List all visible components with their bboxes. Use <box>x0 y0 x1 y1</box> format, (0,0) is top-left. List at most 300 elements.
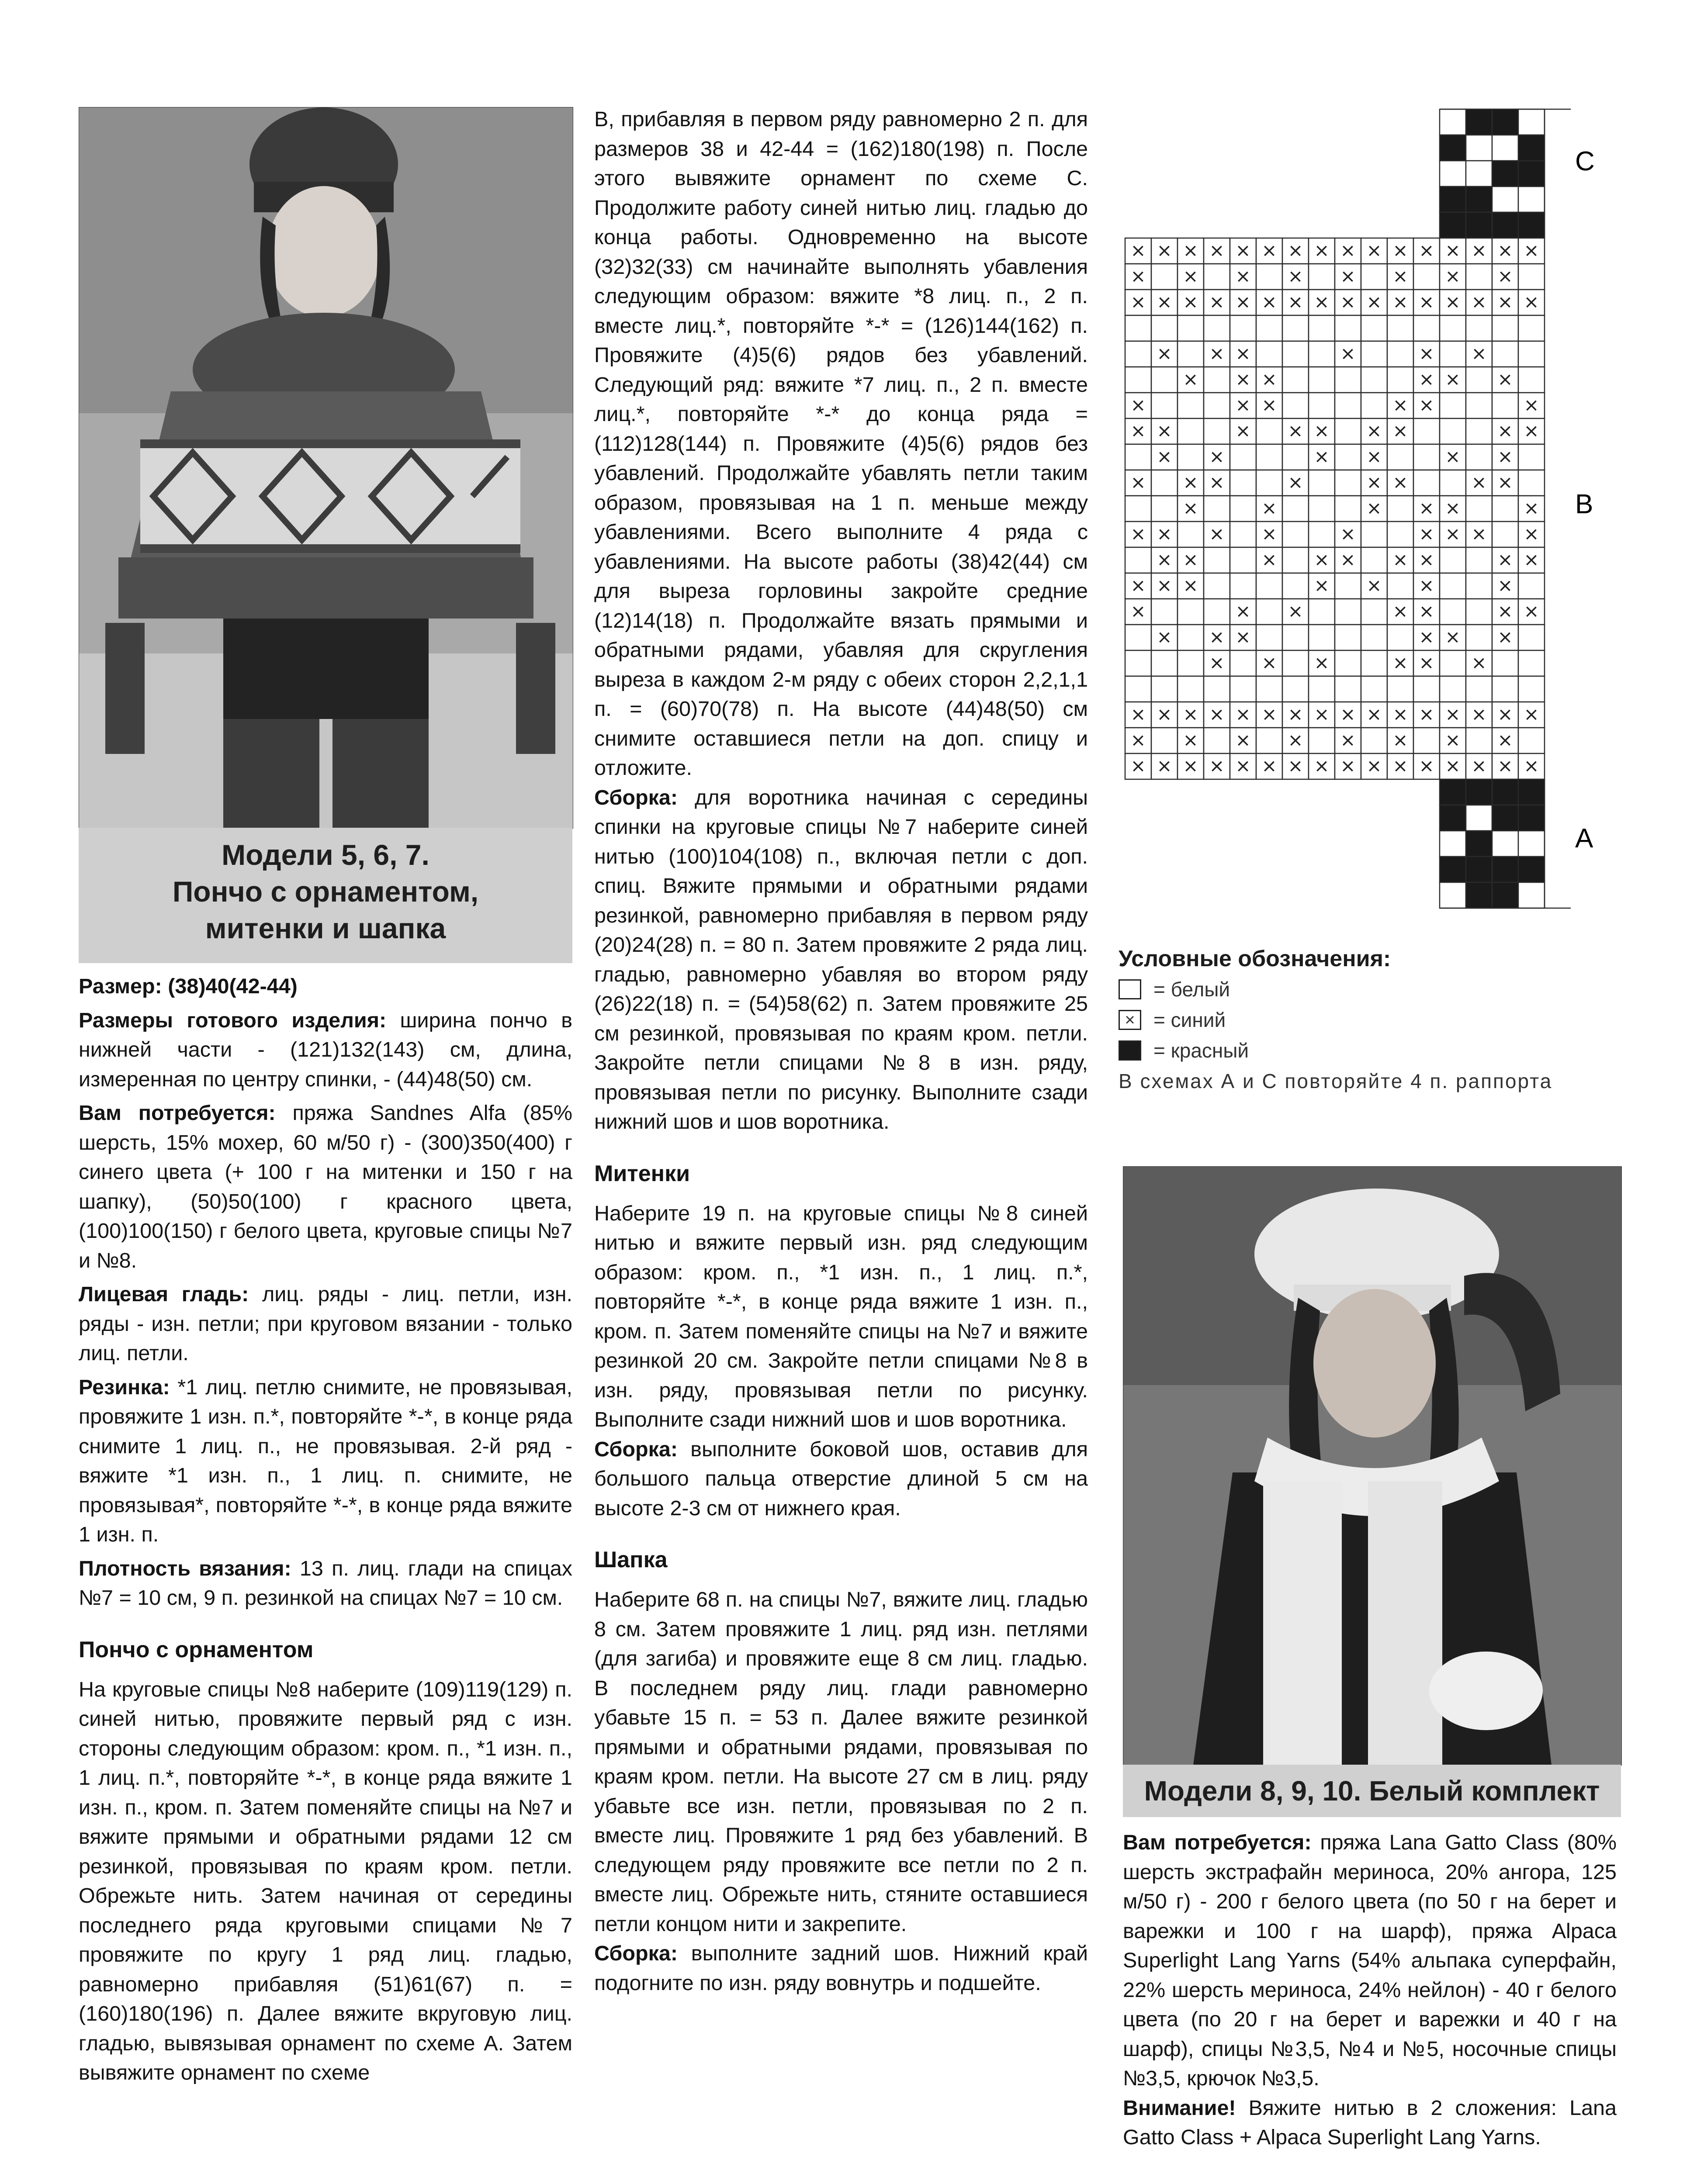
chart-cross-mark: × <box>1157 755 1172 777</box>
chart-cross-mark: × <box>1471 291 1487 313</box>
filled-swatch-icon <box>1119 1040 1141 1061</box>
chart-cell-red <box>1466 882 1492 908</box>
chart-cell-white <box>1230 444 1256 470</box>
chart-cross-mark: × <box>1392 265 1408 287</box>
chart-cross-mark: × <box>1130 291 1146 313</box>
materials-text: пряжа Lana Gatto Class (80% шерсть экстрафайн мериноса, 20% ангора, 125 м/50 г) - 200 г белого цвета (по 50 г на берет и варежки и 100 г на шарф), пряжа Alpaca Superlight Lang Yarns (54% альпака суперфайн, 22% шерсть мериноса, 24% нейлон) - 40 г белого цвета (по 20 г на берет и варежки и 40 г на шарф), спицы №3,5, №4 и №5, носочные спицы №3,5, крючок №3,5. <box>1123 1831 1617 2090</box>
chart-cell-white <box>1309 341 1335 367</box>
chart-cross-mark: × <box>1261 368 1277 390</box>
chart-cross-mark: × <box>1157 626 1172 648</box>
chart-cross-mark: × <box>1130 394 1146 416</box>
chart-cell-white <box>1178 341 1204 367</box>
chart-cell-white <box>1492 522 1518 547</box>
chart-cell-white <box>1309 522 1335 547</box>
chart-cross-mark: × <box>1235 626 1251 648</box>
poncho-photo-illustration <box>79 107 573 828</box>
chart-cross-mark: × <box>1157 549 1172 570</box>
chart-cell-white <box>1361 547 1387 573</box>
chart-cross-mark: × <box>1419 703 1434 725</box>
chart-cell-white <box>1309 625 1335 650</box>
chart-cross-mark: × <box>1392 729 1408 751</box>
mitts-assembly-label: Сборка: <box>594 1437 678 1461</box>
chart-cross-mark: × <box>1314 574 1330 596</box>
chart-cross-mark: × <box>1419 549 1434 570</box>
chart-cross-mark: × <box>1445 729 1461 751</box>
chart-cross-mark: × <box>1392 394 1408 416</box>
chart-cell-white <box>1204 418 1230 444</box>
chart-cell-white <box>1282 315 1309 341</box>
chart-cell-white <box>1125 341 1151 367</box>
chart-cell-white <box>1204 367 1230 393</box>
legend-white <box>1119 974 1634 1005</box>
chart-cross-mark: × <box>1419 239 1434 261</box>
chart-cell-white <box>1230 522 1256 547</box>
rib-paragraph <box>79 1373 572 1550</box>
chart-cell-white <box>1466 418 1492 444</box>
chart-cross-mark: × <box>1261 523 1277 545</box>
chart-cell-white <box>1282 625 1309 650</box>
chart-cell-red <box>1518 805 1545 831</box>
assembly-paragraph <box>594 783 1088 1137</box>
chart-cell-white <box>1492 315 1518 341</box>
chart-cell-white <box>1178 315 1204 341</box>
chart-cross-mark: × <box>1183 729 1198 751</box>
chart-cell-white <box>1361 625 1387 650</box>
chart-cell-red <box>1440 779 1466 805</box>
chart-cell-red <box>1492 805 1518 831</box>
chart-cell-white <box>1413 728 1440 753</box>
chart-cross-mark: × <box>1261 703 1277 725</box>
chart-cell-white <box>1466 676 1492 702</box>
chart-cell-white <box>1335 573 1361 599</box>
chart-cross-mark: × <box>1419 394 1434 416</box>
column-2 <box>594 105 1088 1998</box>
chart-cross-mark: × <box>1524 549 1539 570</box>
materials-label: Вам потребуется: <box>1123 1831 1312 1854</box>
chart-cross-mark: × <box>1524 394 1539 416</box>
chart-cell-white <box>1466 625 1492 650</box>
chart-cross-mark: × <box>1157 446 1172 467</box>
chart-cross-mark: × <box>1157 523 1172 545</box>
chart-cross-mark: × <box>1340 291 1356 313</box>
chart-cell-white <box>1466 805 1492 831</box>
chart-cross-mark: × <box>1209 703 1225 725</box>
chart-cell-white <box>1440 650 1466 676</box>
chart-cell-white <box>1387 341 1413 367</box>
chart-cross-mark: × <box>1445 368 1461 390</box>
chart-cross-mark: × <box>1445 523 1461 545</box>
chart-label-b: B <box>1575 489 1593 519</box>
chart-cell-red <box>1466 212 1492 238</box>
chart-cell-white <box>1361 599 1387 625</box>
chart-cell-white <box>1125 650 1151 676</box>
chart-cell-white <box>1440 109 1466 135</box>
chart-cell-white <box>1387 522 1413 547</box>
white-set-photo-illustration <box>1123 1167 1621 1765</box>
chart-cross-mark: × <box>1314 703 1330 725</box>
chart-cross-mark: × <box>1445 703 1461 725</box>
chart-cross-mark: × <box>1340 755 1356 777</box>
chart-cell-white <box>1440 547 1466 573</box>
stockinette-paragraph <box>79 1280 572 1368</box>
chart-cell-white <box>1492 676 1518 702</box>
chart-cross-mark: × <box>1288 703 1303 725</box>
chart-cell-white <box>1256 444 1282 470</box>
chart-cross-mark: × <box>1497 626 1513 648</box>
chart-cross-mark: × <box>1261 549 1277 570</box>
legend-white-label: = белый <box>1153 978 1230 1001</box>
chart-cell-white <box>1256 599 1282 625</box>
chart-cell-white <box>1518 315 1545 341</box>
chart-cell-white <box>1361 341 1387 367</box>
chart-cell-white <box>1230 650 1256 676</box>
chart-cell-white <box>1178 522 1204 547</box>
chart-cross-mark: × <box>1288 291 1303 313</box>
chart-cross-mark: × <box>1419 497 1434 519</box>
chart-cell-white <box>1282 393 1309 418</box>
chart-cell-white <box>1309 470 1335 496</box>
chart-cross-mark: × <box>1130 523 1146 545</box>
chart-cell-white <box>1361 650 1387 676</box>
chart-cell-white <box>1518 367 1545 393</box>
chart-cell-white <box>1282 341 1309 367</box>
chart-cross-mark: × <box>1340 549 1356 570</box>
chart-cell-white <box>1387 625 1413 650</box>
chart-cross-mark: × <box>1288 239 1303 261</box>
chart-cell-white <box>1282 650 1309 676</box>
chart-cross-mark: × <box>1497 755 1513 777</box>
chart-cell-white <box>1335 315 1361 341</box>
chart-cell-white <box>1440 831 1466 857</box>
legend-title: Условные обозначения: <box>1119 946 1391 971</box>
chart-cell-white <box>1413 315 1440 341</box>
chart-cell-white <box>1335 393 1361 418</box>
chart-cell-white <box>1335 367 1361 393</box>
chart-cell-white <box>1518 676 1545 702</box>
chart-cell-white <box>1387 315 1413 341</box>
chart-cell-white <box>1518 573 1545 599</box>
chart-cross-mark: × <box>1288 600 1303 622</box>
chart-cell-white <box>1309 728 1335 753</box>
chart-cross-mark: × <box>1340 265 1356 287</box>
chart-cell-white <box>1151 393 1178 418</box>
stockinette-label: Лицевая гладь: <box>79 1282 249 1306</box>
chart-cell-white <box>1440 599 1466 625</box>
chart-cross-mark: × <box>1524 497 1539 519</box>
chart-cell-white <box>1466 393 1492 418</box>
chart-cross-mark: × <box>1419 523 1434 545</box>
chart-cell-white <box>1335 470 1361 496</box>
chart-cell-white <box>1518 625 1545 650</box>
chart-cross-mark: × <box>1130 600 1146 622</box>
chart-cell-white <box>1204 496 1230 522</box>
chart-cell-red <box>1440 135 1466 161</box>
chart-cell-white <box>1178 444 1204 470</box>
gauge-paragraph <box>79 1554 572 1613</box>
chart-cell-white <box>1204 676 1230 702</box>
chart-cross-mark: × <box>1130 729 1146 751</box>
chart-cross-mark: × <box>1183 265 1198 287</box>
need-text: пряжа Sandnes Alfa (85% шерсть, 15% мохер, 60 м/50 г) - (300)350(400) г синего цвета (+ 100 г на митенки и 150 г на шапку), (50)50(100) г красного цвета, (100)100(150) г белого цвета, круговые спицы №7 и №8. <box>79 1101 572 1272</box>
chart-cell-white <box>1282 444 1309 470</box>
chart-cross-mark: × <box>1497 420 1513 442</box>
chart-cell-white <box>1309 315 1335 341</box>
chart-cross-mark: × <box>1419 291 1434 313</box>
chart-cell-red <box>1518 212 1545 238</box>
rib-text: *1 лиц. петлю снимите, не провязывая, провяжите 1 изн. п.*, повторяйте *-*, в конце ряда снимите 1 лиц. п., не провязывая. 2-й ряд - вяжите *1 изн. п., 1 лиц. п. снимите, не провязывая*, повторяйте *-*, в конце ряда вяжите 1 изн. п. <box>79 1375 572 1546</box>
chart-cell-white <box>1440 341 1466 367</box>
chart-cross-mark: × <box>1497 549 1513 570</box>
chart-cell-white <box>1178 393 1204 418</box>
chart-cross-mark: × <box>1157 342 1172 364</box>
chart-cross-mark: × <box>1471 239 1487 261</box>
chart-cell-red <box>1466 831 1492 857</box>
chart-cell-white <box>1151 367 1178 393</box>
chart-cross-mark: × <box>1183 755 1198 777</box>
chart-cross-mark: × <box>1288 755 1303 777</box>
chart-cross-mark: × <box>1209 342 1225 364</box>
chart-cell-white <box>1256 676 1282 702</box>
chart-cross-mark: × <box>1524 755 1539 777</box>
poncho-caption-line-1: Модели 5, 6, 7. <box>222 839 429 871</box>
poncho-caption-line-3: митенки и шапка <box>205 912 446 944</box>
chart-cell-white <box>1256 625 1282 650</box>
chart-cross-mark: × <box>1314 652 1330 674</box>
hat-heading: Шапка <box>594 1547 668 1572</box>
chart-cell-white <box>1309 599 1335 625</box>
chart-cross-mark: × <box>1157 291 1172 313</box>
chart-cross-mark: × <box>1366 291 1382 313</box>
chart-cross-mark: × <box>1235 265 1251 287</box>
hat-assembly-text: выполните задний шов. Нижний край подогните по изн. ряду вовнутрь и подшейте. <box>594 1942 1088 1995</box>
poncho-text: На круговые спицы №8 наберите (109)119(129) п. синей нитью, провяжите первый ряд с изн. стороны следующим образом: кром. п., *1 изн. п., 1 лиц. п.*, повторяйте *-*, в конце ряда вяжите 1 изн. п., кром. п. Затем поменяйте спицы на №7 и вяжите прямыми и обратными рядами 12 см резинкой, провязывая по краям кром. петли. Обрежьте нить. Затем начиная от середины последнего ряда круговыми спицами №7 провяжите по кругу 1 ряд лиц. гладью, равномерно прибавляя (51)61(67) п. = (160)180(196) п. Далее вяжите вкруговую лиц. гладью, вывязывая орнамент по схеме А. Затем вывяжите орнамент по схеме <box>79 1677 572 2084</box>
chart-cross-mark: × <box>1419 755 1434 777</box>
chart-cross-mark: × <box>1314 291 1330 313</box>
chart-cell-red <box>1492 161 1518 187</box>
chart-cell-white <box>1282 676 1309 702</box>
chart-label-c: C <box>1575 146 1595 176</box>
chart-cross-mark: × <box>1130 239 1146 261</box>
chart-cell-red <box>1518 161 1545 187</box>
chart-cell-white <box>1440 393 1466 418</box>
mitts-assembly-text: выполните боковой шов, оставив для большого пальца отверстие длиной 5 см на высоте 2-3 см от нижнего края. <box>594 1437 1088 1520</box>
chart-cross-mark: × <box>1157 420 1172 442</box>
chart-cell-white <box>1230 470 1256 496</box>
poncho-heading: Пончо с орнаментом <box>79 1637 314 1662</box>
chart-cross-mark: × <box>1471 652 1487 674</box>
chart-cell-white <box>1361 367 1387 393</box>
chart-cell-white <box>1282 496 1309 522</box>
chart-cell-white <box>1151 650 1178 676</box>
chart-cell-white <box>1387 573 1413 599</box>
chart-cell-white <box>1387 676 1413 702</box>
mitts-heading: Митенки <box>594 1161 690 1186</box>
chart-cell-red <box>1518 857 1545 882</box>
chart-cell-white <box>1256 315 1282 341</box>
chart-cross-mark: × <box>1235 291 1251 313</box>
chart-cell-white <box>1466 264 1492 290</box>
chart-cross-mark: × <box>1497 471 1513 493</box>
chart-cell-white <box>1178 650 1204 676</box>
chart-cell-white <box>1413 264 1440 290</box>
chart-cell-white <box>1204 573 1230 599</box>
materials-paragraph <box>1123 1828 1617 2094</box>
chart-cell-red <box>1518 135 1545 161</box>
chart-cross-mark: × <box>1471 342 1487 364</box>
chart-cell-white <box>1151 676 1178 702</box>
poncho-caption <box>79 828 572 963</box>
chart-cross-mark: × <box>1524 420 1539 442</box>
hat-assembly-label: Сборка: <box>594 1942 678 1965</box>
chart-cross-mark: × <box>1157 239 1172 261</box>
chart-cross-mark: × <box>1366 420 1382 442</box>
gauge-label: Плотность вязания: <box>79 1556 291 1580</box>
chart-cross-mark: × <box>1183 368 1198 390</box>
size-label: Размер: (38)40(42-44) <box>79 975 298 998</box>
chart-cross-mark: × <box>1130 574 1146 596</box>
chart-cell-white <box>1309 367 1335 393</box>
attention-label: Внимание! <box>1123 2096 1236 2120</box>
chart-grid <box>1125 109 1571 908</box>
chart-cell-white <box>1361 393 1387 418</box>
chart-cross-mark: × <box>1314 549 1330 570</box>
white-set-caption: Модели 8, 9, 10. Белый комплект <box>1123 1765 1621 1817</box>
chart-cell-white <box>1518 264 1545 290</box>
chart-cross-mark: × <box>1445 755 1461 777</box>
chart-cross-mark: × <box>1314 420 1330 442</box>
chart-cell-white <box>1335 676 1361 702</box>
chart-cross-mark: × <box>1445 497 1461 519</box>
chart-cross-mark: × <box>1261 755 1277 777</box>
chart-cell-white <box>1361 728 1387 753</box>
chart-cell-white <box>1204 547 1230 573</box>
chart-cross-mark: × <box>1288 471 1303 493</box>
chart-cross-mark: × <box>1209 446 1225 467</box>
chart-cell-white <box>1151 264 1178 290</box>
chart-cross-mark: × <box>1235 394 1251 416</box>
chart-cell-white <box>1309 393 1335 418</box>
chart-cell-white <box>1230 496 1256 522</box>
chart-cross-mark: × <box>1497 265 1513 287</box>
chart-cell-white <box>1492 187 1518 212</box>
chart-cross-mark: × <box>1419 626 1434 648</box>
chart-cell-white <box>1204 393 1230 418</box>
chart-cell-white <box>1440 573 1466 599</box>
chart-cross-mark: × <box>1209 755 1225 777</box>
chart-cell-white <box>1518 831 1545 857</box>
chart-cell-white <box>1256 264 1282 290</box>
chart-cell-red <box>1492 212 1518 238</box>
chart-cell-white <box>1204 728 1230 753</box>
chart-cross-mark: × <box>1366 497 1382 519</box>
poncho-photo <box>79 107 573 829</box>
chart-cross-mark: × <box>1340 342 1356 364</box>
chart-cell-white <box>1178 625 1204 650</box>
chart-cell-white <box>1492 393 1518 418</box>
chart-cell-red <box>1492 109 1518 135</box>
chart-cross-mark: × <box>1524 523 1539 545</box>
chart-cross-mark: × <box>1235 729 1251 751</box>
chart-cell-white <box>1256 418 1282 444</box>
attention-paragraph <box>1123 2094 1617 2153</box>
chart-cell-white <box>1440 418 1466 444</box>
chart-cell-white <box>1518 187 1545 212</box>
chart-cross-mark: × <box>1314 239 1330 261</box>
chart-cross-mark: × <box>1471 523 1487 545</box>
chart-cross-mark: × <box>1235 342 1251 364</box>
chart-cell-white <box>1178 676 1204 702</box>
chart-label-a: A <box>1575 823 1593 854</box>
chart-cross-mark: × <box>1392 755 1408 777</box>
stockinette-text: лиц. ряды - лиц. петли, изн. ряды - изн. петли; при круговом вязании - только лиц. петли. <box>79 1282 572 1365</box>
legend-blue <box>1119 1005 1634 1035</box>
chart-cell-white <box>1518 109 1545 135</box>
hat-text: Наберите 68 п. на спицы №7, вяжите лиц. гладью 8 см. Затем провяжите 1 лиц. ряд изн. петлями (для загиба) и провяжите еще 8 см лиц. гладью. В последнем ряду лиц. глади равномерно убавьте 15 п. = 53 п. Далее вяжите резинкой прямыми и обратными рядами, провязывая по краям кром. петли. На высоте 27 см в лиц. ряду убавьте все изн. петли, провязывая по 2 п. вместе лиц. Провяжите 1 ряд без убавлений. В следующем ряду провяжите все петли по 2 п. вместе лиц. Обрежьте нить, стяните оставшиеся петли концом нити и закрепите. <box>594 1588 1088 1936</box>
chart-cell-white <box>1151 315 1178 341</box>
attention-text: Вяжите нитью в 2 сложения: Lana Gatto Class + Alpaca Superlight Lang Yarns. <box>1123 2096 1617 2149</box>
poncho-caption-line-2: Пончо с орнаментом, <box>172 875 479 908</box>
chart-cell-white <box>1440 315 1466 341</box>
chart-cross-mark: × <box>1497 574 1513 596</box>
chart-cell-white <box>1230 315 1256 341</box>
chart-cell-white <box>1413 676 1440 702</box>
chart-cell-white <box>1413 470 1440 496</box>
chart-cross-mark: × <box>1445 239 1461 261</box>
chart-cell-white <box>1125 315 1151 341</box>
chart-cross-mark: × <box>1497 600 1513 622</box>
chart-cell-white <box>1282 367 1309 393</box>
legend-blue-label: = синий <box>1153 1009 1226 1031</box>
chart-cross-mark: × <box>1524 703 1539 725</box>
chart-cell-white <box>1466 367 1492 393</box>
chart-cross-mark: × <box>1261 239 1277 261</box>
chart-cross-mark: × <box>1183 471 1198 493</box>
chart-cross-mark: × <box>1340 523 1356 545</box>
chart-cross-mark: × <box>1445 265 1461 287</box>
chart-cell-white <box>1335 599 1361 625</box>
chart-cell-white <box>1387 444 1413 470</box>
chart-cell-white <box>1361 315 1387 341</box>
chart-cell-white <box>1335 625 1361 650</box>
chart-cross-mark: × <box>1288 420 1303 442</box>
chart-cell-red <box>1492 882 1518 908</box>
chart-cross-mark: × <box>1419 368 1434 390</box>
chart-cell-white <box>1492 341 1518 367</box>
chart-cell-red <box>1440 805 1466 831</box>
chart-cell-white <box>1440 882 1466 908</box>
chart-cross-mark: × <box>1157 574 1172 596</box>
chart-cell-white <box>1518 341 1545 367</box>
chart-cell-white <box>1492 831 1518 857</box>
chart-cross-mark: × <box>1209 291 1225 313</box>
chart-cross-mark: × <box>1471 755 1487 777</box>
chart-cell-red <box>1518 779 1545 805</box>
chart-cross-mark: × <box>1314 755 1330 777</box>
chart-cross-mark: × <box>1392 471 1408 493</box>
knitting-chart <box>1119 105 1608 922</box>
chart-cell-white <box>1282 522 1309 547</box>
chart-cross-mark: × <box>1314 446 1330 467</box>
chart-cell-white <box>1125 367 1151 393</box>
chart-cell-white <box>1518 882 1545 908</box>
chart-cross-mark: × <box>1471 703 1487 725</box>
chart-cross-mark: × <box>1497 446 1513 467</box>
chart-cross-mark: × <box>1366 703 1382 725</box>
chart-cell-white <box>1230 676 1256 702</box>
chart-cell-white <box>1413 444 1440 470</box>
chart-cross-mark: × <box>1497 368 1513 390</box>
chart-cross-mark: × <box>1209 652 1225 674</box>
